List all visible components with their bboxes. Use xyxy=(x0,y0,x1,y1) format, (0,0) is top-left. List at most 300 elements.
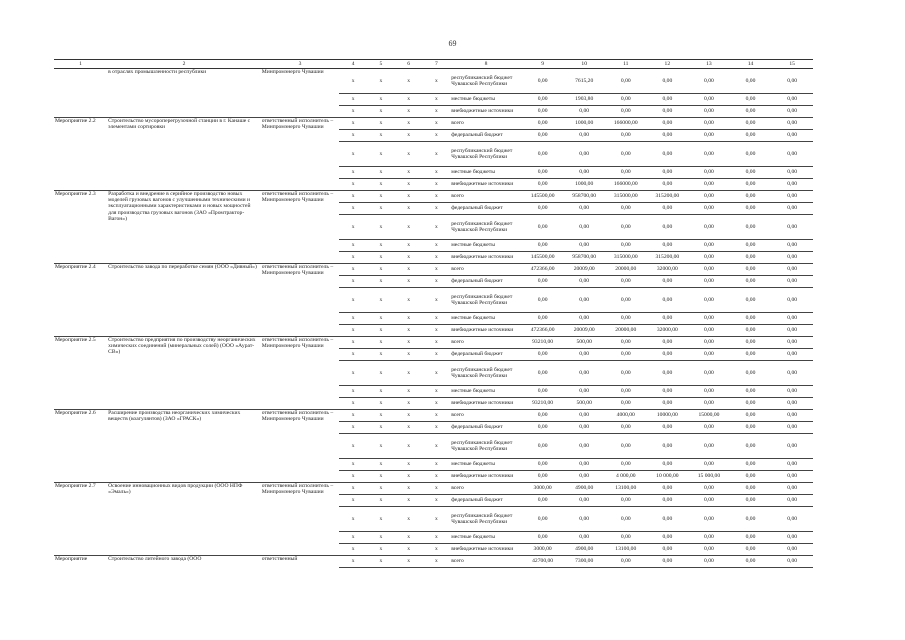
amount-cell: 0,00 xyxy=(730,106,772,118)
amount-cell: 0,00 xyxy=(730,276,772,288)
budget-code-cell: x xyxy=(339,410,367,422)
amount-cell: 0,00 xyxy=(563,215,605,240)
column-number-10: 10 xyxy=(563,60,605,69)
amount-cell: 0,00 xyxy=(730,459,772,471)
measure-name: Строительство мусороперегрузочной станции в г. Канаше с элементами сортировки xyxy=(107,118,261,191)
budget-code-cell: x xyxy=(422,288,450,313)
amount-cell: 0,00 xyxy=(688,240,730,252)
measure-code: Мероприятие 2.7 xyxy=(54,483,107,556)
budget-code-cell: x xyxy=(395,203,423,215)
amount-cell: 0,00 xyxy=(563,471,605,483)
amount-cell: 4900,00 xyxy=(563,483,605,495)
amount-cell: 0,00 xyxy=(771,337,813,349)
amount-cell: 0,00 xyxy=(522,276,564,288)
measure-name: Строительство литейного завода (ООО xyxy=(107,556,261,568)
amount-cell: 0,00 xyxy=(647,495,689,507)
amount-cell: 0,00 xyxy=(563,142,605,167)
measure-executor: ответственный xyxy=(261,556,340,568)
amount-cell: 0,00 xyxy=(730,130,772,142)
amount-cell: 0,00 xyxy=(730,313,772,325)
amount-cell: 0,00 xyxy=(688,118,730,130)
amount-cell: 0,00 xyxy=(605,215,647,240)
measure-code: Мероприятие 2.4 xyxy=(54,264,107,337)
budget-code-cell: x xyxy=(339,422,367,434)
budget-code-cell: x xyxy=(422,422,450,434)
amount-cell: 4900,00 xyxy=(563,544,605,556)
budget-code-cell: x xyxy=(395,142,423,167)
amount-cell: 315000,00 xyxy=(605,191,647,203)
amount-cell: 145500,00 xyxy=(522,191,564,203)
budget-code-cell: x xyxy=(422,495,450,507)
funding-source: республиканский бюджет Чувашской Республики xyxy=(450,288,522,313)
amount-cell: 0,00 xyxy=(688,544,730,556)
amount-cell: 0,00 xyxy=(647,69,689,94)
budget-code-cell: x xyxy=(339,386,367,398)
column-number-9: 9 xyxy=(522,60,564,69)
budget-code-cell: x xyxy=(422,118,450,130)
table-row xyxy=(54,69,813,94)
budget-code-cell: x xyxy=(422,544,450,556)
funding-source: внебюджетные источники xyxy=(450,252,522,264)
budget-code-cell: x xyxy=(395,118,423,130)
budget-code-cell: x xyxy=(422,471,450,483)
budget-code-cell: x xyxy=(367,240,395,252)
budget-code-cell: x xyxy=(395,556,423,568)
amount-cell: 0,00 xyxy=(730,422,772,434)
funding-source: внебюджетные источники xyxy=(450,398,522,410)
amount-cell: 0,00 xyxy=(563,422,605,434)
measure-code: Мероприятие 2.2 xyxy=(54,118,107,191)
amount-cell: 10 000,00 xyxy=(647,471,689,483)
amount-cell: 0,00 xyxy=(647,349,689,361)
funding-source: федеральный бюджет xyxy=(450,130,522,142)
amount-cell: 0,00 xyxy=(563,240,605,252)
budget-code-cell: x xyxy=(395,422,423,434)
amount-cell: 0,00 xyxy=(605,349,647,361)
table-row xyxy=(54,483,813,495)
amount-cell: 0,00 xyxy=(730,483,772,495)
budget-code-cell: x xyxy=(339,361,367,386)
amount-cell: 500,00 xyxy=(563,337,605,349)
funding-source: федеральный бюджет xyxy=(450,203,522,215)
amount-cell: 0,00 xyxy=(605,386,647,398)
amount-cell: 0,00 xyxy=(563,459,605,471)
budget-code-cell: x xyxy=(339,459,367,471)
funding-source: местные бюджеты xyxy=(450,459,522,471)
column-number-14: 14 xyxy=(730,60,772,69)
amount-cell: 0,00 xyxy=(647,483,689,495)
amount-cell: 0,00 xyxy=(605,106,647,118)
amount-cell: 145500,00 xyxy=(522,252,564,264)
budget-code-cell: x xyxy=(395,459,423,471)
budget-code-cell: x xyxy=(339,203,367,215)
amount-cell: 0,00 xyxy=(771,349,813,361)
funding-source: республиканский бюджет Чувашской Республики xyxy=(450,215,522,240)
amount-cell: 0,00 xyxy=(522,532,564,544)
amount-cell: 0,00 xyxy=(605,507,647,532)
amount-cell: 0,00 xyxy=(647,215,689,240)
amount-cell: 0,00 xyxy=(730,118,772,130)
budget-code-cell: x xyxy=(395,325,423,337)
amount-cell: 20000,00 xyxy=(605,325,647,337)
amount-cell: 0,00 xyxy=(688,556,730,568)
budget-code-cell: x xyxy=(367,556,395,568)
amount-cell: 32000,00 xyxy=(647,264,689,276)
amount-cell: 0,00 xyxy=(647,398,689,410)
amount-cell: 0,00 xyxy=(522,349,564,361)
amount-cell: 0,00 xyxy=(730,142,772,167)
amount-cell: 0,00 xyxy=(771,556,813,568)
budget-code-cell: x xyxy=(339,544,367,556)
amount-cell: 0,00 xyxy=(647,532,689,544)
funding-source: всего xyxy=(450,410,522,422)
funding-source: местные бюджеты xyxy=(450,386,522,398)
amount-cell: 0,00 xyxy=(730,240,772,252)
funding-source: внебюджетные источники xyxy=(450,471,522,483)
table-row xyxy=(54,118,813,130)
budget-code-cell: x xyxy=(339,483,367,495)
amount-cell: 1000,00 xyxy=(563,179,605,191)
amount-cell: 0,00 xyxy=(730,179,772,191)
budget-code-cell: x xyxy=(367,386,395,398)
budget-code-cell: x xyxy=(395,215,423,240)
column-number-1: 1 xyxy=(54,60,107,69)
budget-code-cell: x xyxy=(339,106,367,118)
budget-code-cell: x xyxy=(422,203,450,215)
budget-code-cell: x xyxy=(367,483,395,495)
amount-cell: 4 000,00 xyxy=(605,471,647,483)
amount-cell: 0,00 xyxy=(730,386,772,398)
amount-cell: 0,00 xyxy=(563,130,605,142)
amount-cell: 0,00 xyxy=(688,94,730,106)
amount-cell: 0,00 xyxy=(563,507,605,532)
budget-code-cell: x xyxy=(367,94,395,106)
amount-cell: 0,00 xyxy=(771,142,813,167)
amount-cell: 0,00 xyxy=(730,252,772,264)
amount-cell: 0,00 xyxy=(647,422,689,434)
amount-cell: 3000,00 xyxy=(522,544,564,556)
amount-cell: 0,00 xyxy=(688,179,730,191)
amount-cell: 0,00 xyxy=(605,398,647,410)
budget-code-cell: x xyxy=(339,130,367,142)
budget-code-cell: x xyxy=(367,215,395,240)
amount-cell: 0,00 xyxy=(771,410,813,422)
column-number-13: 13 xyxy=(688,60,730,69)
budget-code-cell: x xyxy=(367,179,395,191)
budget-code-cell: x xyxy=(339,191,367,203)
amount-cell: 0,00 xyxy=(522,495,564,507)
column-number-4: 4 xyxy=(339,60,367,69)
budget-code-cell: x xyxy=(422,386,450,398)
amount-cell: 0,00 xyxy=(522,240,564,252)
amount-cell: 0,00 xyxy=(730,191,772,203)
column-number-3: 3 xyxy=(261,60,340,69)
amount-cell: 32000,00 xyxy=(647,325,689,337)
amount-cell: 13100,00 xyxy=(605,544,647,556)
amount-cell: 0,00 xyxy=(771,313,813,325)
amount-cell: 0,00 xyxy=(771,544,813,556)
budget-code-cell: x xyxy=(395,386,423,398)
amount-cell: 93210,00 xyxy=(522,398,564,410)
amount-cell: 20009,00 xyxy=(563,264,605,276)
amount-cell: 0,00 xyxy=(688,264,730,276)
funding-source: местные бюджеты xyxy=(450,240,522,252)
amount-cell: 0,00 xyxy=(563,361,605,386)
amount-cell: 0,00 xyxy=(522,215,564,240)
amount-cell: 0,00 xyxy=(605,495,647,507)
budget-code-cell: x xyxy=(395,483,423,495)
amount-cell: 0,00 xyxy=(647,459,689,471)
amount-cell: 1000,00 xyxy=(563,118,605,130)
measure-code xyxy=(54,69,107,118)
table-row xyxy=(54,337,813,349)
amount-cell: 0,00 xyxy=(730,471,772,483)
amount-cell: 0,00 xyxy=(647,167,689,179)
funding-source: федеральный бюджет xyxy=(450,495,522,507)
amount-cell: 0,00 xyxy=(647,118,689,130)
budget-code-cell: x xyxy=(395,167,423,179)
amount-cell: 0,00 xyxy=(771,386,813,398)
amount-cell: 0,00 xyxy=(647,130,689,142)
amount-cell: 0,00 xyxy=(771,398,813,410)
budget-code-cell: x xyxy=(367,118,395,130)
budget-code-cell: x xyxy=(422,142,450,167)
funding-source: местные бюджеты xyxy=(450,167,522,179)
amount-cell: 315200,00 xyxy=(647,252,689,264)
budget-code-cell: x xyxy=(367,313,395,325)
budget-code-cell: x xyxy=(395,361,423,386)
amount-cell: 0,00 xyxy=(647,507,689,532)
amount-cell: 10000,00 xyxy=(647,410,689,422)
budget-code-cell: x xyxy=(422,264,450,276)
budget-code-cell: x xyxy=(422,179,450,191)
amount-cell: 0,00 xyxy=(522,410,564,422)
amount-cell: 472366,00 xyxy=(522,264,564,276)
amount-cell: 0,00 xyxy=(647,142,689,167)
amount-cell: 0,00 xyxy=(688,422,730,434)
amount-cell: 0,00 xyxy=(771,483,813,495)
amount-cell: 0,00 xyxy=(688,203,730,215)
measure-code: Мероприятие xyxy=(54,556,107,568)
amount-cell: 0,00 xyxy=(563,276,605,288)
measure-code: Мероприятие 2.5 xyxy=(54,337,107,410)
amount-cell: 0,00 xyxy=(771,459,813,471)
funding-source: республиканский бюджет Чувашской Республики xyxy=(450,69,522,94)
amount-cell: 0,00 xyxy=(605,167,647,179)
budget-code-cell: x xyxy=(395,410,423,422)
budget-code-cell: x xyxy=(367,106,395,118)
column-number-row xyxy=(54,60,813,69)
budget-code-cell: x xyxy=(395,544,423,556)
amount-cell: 0,00 xyxy=(605,240,647,252)
amount-cell: 0,00 xyxy=(522,106,564,118)
table-row xyxy=(54,264,813,276)
amount-cell: 0,00 xyxy=(771,422,813,434)
funding-source: местные бюджеты xyxy=(450,313,522,325)
budget-code-cell: x xyxy=(367,276,395,288)
amount-cell: 0,00 xyxy=(730,556,772,568)
amount-cell: 0,00 xyxy=(688,386,730,398)
amount-cell: 3000,00 xyxy=(522,483,564,495)
budget-code-cell: x xyxy=(339,264,367,276)
amount-cell: 0,00 xyxy=(605,556,647,568)
amount-cell: 0,00 xyxy=(771,69,813,94)
amount-cell: 0,00 xyxy=(688,252,730,264)
amount-cell: 0,00 xyxy=(688,130,730,142)
funding-source: республиканский бюджет Чувашской Республики xyxy=(450,361,522,386)
amount-cell: 0,00 xyxy=(647,434,689,459)
budget-code-cell: x xyxy=(367,544,395,556)
amount-cell: 0,00 xyxy=(730,203,772,215)
amount-cell: 0,00 xyxy=(688,483,730,495)
measure-name: Разработка и внедрение в серийное производство новых моделей грузовых вагонов с улучшенными техническими и эксплуатационными характеристиками и новых мощностей для производства грузовых вагонов (ЗАО «Промтрактор-Вагон») xyxy=(107,191,261,264)
measure-executor: ответственный исполнитель – Минпромэнерго Чувашии xyxy=(261,264,340,337)
amount-cell: 958700,00 xyxy=(563,191,605,203)
amount-cell: 0,00 xyxy=(605,532,647,544)
amount-cell: 0,00 xyxy=(730,94,772,106)
amount-cell: 0,00 xyxy=(771,215,813,240)
budget-code-cell: x xyxy=(422,349,450,361)
budget-code-cell: x xyxy=(395,252,423,264)
funding-source: всего xyxy=(450,264,522,276)
amount-cell: 0,00 xyxy=(730,495,772,507)
budget-code-cell: x xyxy=(339,179,367,191)
amount-cell: 0,00 xyxy=(688,325,730,337)
budget-code-cell: x xyxy=(339,118,367,130)
amount-cell: 0,00 xyxy=(688,142,730,167)
amount-cell: 0,00 xyxy=(771,94,813,106)
budget-code-cell: x xyxy=(422,410,450,422)
amount-cell: 0,00 xyxy=(647,288,689,313)
amount-cell: 0,00 xyxy=(605,130,647,142)
budget-code-cell: x xyxy=(395,240,423,252)
amount-cell: 0,00 xyxy=(688,191,730,203)
amount-cell: 0,00 xyxy=(688,167,730,179)
amount-cell: 0,00 xyxy=(771,118,813,130)
amount-cell: 15 000,00 xyxy=(688,471,730,483)
budget-code-cell: x xyxy=(395,130,423,142)
budget-code-cell: x xyxy=(339,507,367,532)
measure-name: Строительство предприятия по производству неорганических химических соединений (минеральных солей) (ООО «Аурат-СВ») xyxy=(107,337,261,410)
amount-cell: 0,00 xyxy=(730,264,772,276)
table-row xyxy=(54,556,813,568)
amount-cell: 0,00 xyxy=(730,337,772,349)
budget-code-cell: x xyxy=(395,313,423,325)
budget-code-cell: x xyxy=(367,130,395,142)
budget-code-cell: x xyxy=(422,398,450,410)
amount-cell: 958700,00 xyxy=(563,252,605,264)
budget-code-cell: x xyxy=(367,191,395,203)
amount-cell: 0,00 xyxy=(688,106,730,118)
amount-cell: 0,00 xyxy=(522,434,564,459)
amount-cell: 0,00 xyxy=(647,386,689,398)
funding-source: местные бюджеты xyxy=(450,532,522,544)
amount-cell: 0,00 xyxy=(647,240,689,252)
measure-code: Мероприятие 2.3 xyxy=(54,191,107,264)
measure-executor: ответственный исполнитель – Минпромэнерго Чувашии xyxy=(261,118,340,191)
amount-cell: 42700,00 xyxy=(522,556,564,568)
amount-cell: 0,00 xyxy=(563,434,605,459)
budget-code-cell: x xyxy=(339,167,367,179)
budget-code-cell: x xyxy=(422,94,450,106)
budget-code-cell: x xyxy=(422,532,450,544)
amount-cell: 0,00 xyxy=(730,398,772,410)
amount-cell: 315000,00 xyxy=(605,252,647,264)
amount-cell: 0,00 xyxy=(522,203,564,215)
amount-cell: 1903,80 xyxy=(563,94,605,106)
budget-code-cell: x xyxy=(422,507,450,532)
amount-cell: 0,00 xyxy=(771,471,813,483)
budget-code-cell: x xyxy=(367,288,395,313)
budget-code-cell: x xyxy=(422,459,450,471)
amount-cell: 0,00 xyxy=(688,532,730,544)
amount-cell: 315200,00 xyxy=(647,191,689,203)
amount-cell: 0,00 xyxy=(771,532,813,544)
amount-cell: 0,00 xyxy=(522,130,564,142)
measure-name: в отраслях промышленности республики xyxy=(108,69,207,75)
column-number-15: 15 xyxy=(771,60,813,69)
amount-cell: 0,00 xyxy=(605,459,647,471)
budget-code-cell: x xyxy=(367,495,395,507)
amount-cell: 0,00 xyxy=(771,325,813,337)
measure-executor: Минпромэнерго Чувашии xyxy=(261,69,324,75)
budget-code-cell: x xyxy=(422,106,450,118)
amount-cell: 7615,20 xyxy=(563,69,605,94)
amount-cell: 0,00 xyxy=(647,203,689,215)
amount-cell: 0,00 xyxy=(522,94,564,106)
funding-source: республиканский бюджет Чувашской Республики xyxy=(450,507,522,532)
amount-cell: 0,00 xyxy=(688,337,730,349)
measure-name: Строительство завода по переработке семян (ООО «Дивный») xyxy=(107,264,261,337)
amount-cell: 0,00 xyxy=(522,288,564,313)
amount-cell: 0,00 xyxy=(605,69,647,94)
amount-cell: 0,00 xyxy=(730,507,772,532)
measure-name: Расширение производства неорганических химических веществ (коагулянтов) (ЗАО «ГРАСК») xyxy=(107,410,261,483)
budget-code-cell: x xyxy=(395,94,423,106)
funding-source: федеральный бюджет xyxy=(450,276,522,288)
column-number-7: 7 xyxy=(422,60,450,69)
amount-cell: 0,00 xyxy=(522,179,564,191)
amount-cell: 166000,00 xyxy=(605,118,647,130)
amount-cell: 0,00 xyxy=(522,361,564,386)
budget-code-cell: x xyxy=(339,215,367,240)
budget-code-cell: x xyxy=(367,203,395,215)
budget-code-cell: x xyxy=(339,276,367,288)
measure-code: Мероприятие 2.6 xyxy=(54,410,107,483)
amount-cell: 0,00 xyxy=(522,167,564,179)
budget-code-cell: x xyxy=(422,483,450,495)
measure-name: Освоение инновационных видов продукции (ООО НПФ «Эмаль») xyxy=(107,483,261,556)
amount-cell: 0,00 xyxy=(688,69,730,94)
funding-source: федеральный бюджет xyxy=(450,422,522,434)
budget-code-cell: x xyxy=(339,313,367,325)
amount-cell: 0,00 xyxy=(730,434,772,459)
amount-cell: 0,00 xyxy=(563,349,605,361)
amount-cell: 0,00 xyxy=(605,288,647,313)
budget-code-cell: x xyxy=(395,471,423,483)
amount-cell: 0,00 xyxy=(522,118,564,130)
amount-cell: 0,00 xyxy=(605,361,647,386)
column-number-8: 8 xyxy=(450,60,522,69)
measure-executor: ответственный исполнитель – Минпромэнерго Чувашии xyxy=(261,191,340,264)
budget-code-cell: x xyxy=(367,459,395,471)
budget-code-cell: x xyxy=(339,325,367,337)
amount-cell: 93210,00 xyxy=(522,337,564,349)
budget-code-cell: x xyxy=(422,361,450,386)
amount-cell: 166000,00 xyxy=(605,179,647,191)
budget-code-cell: x xyxy=(422,313,450,325)
budget-code-cell: x xyxy=(422,556,450,568)
